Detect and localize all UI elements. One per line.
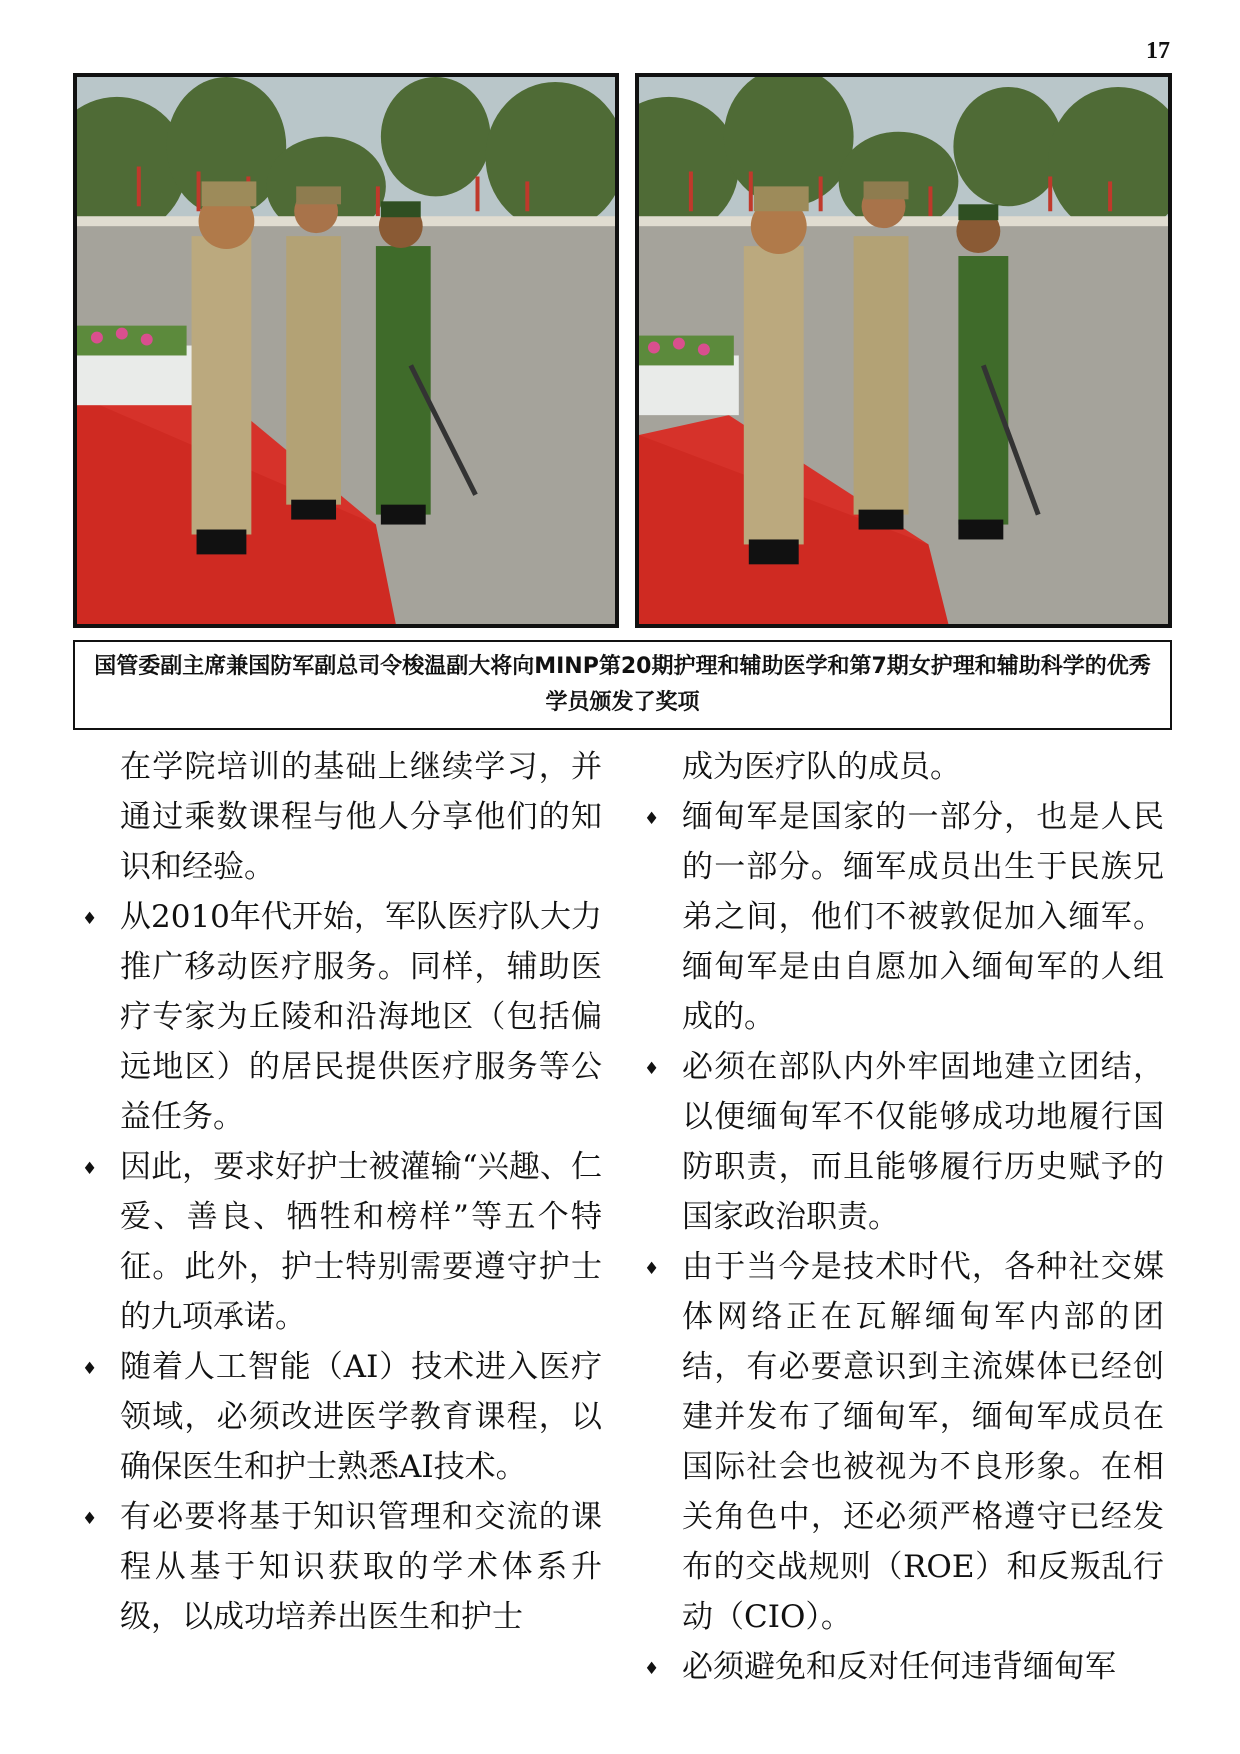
bullet-item [682,1242,1164,1642]
bullet-item-text: ♦ 随着人工智能（AI）技术进入医疗领域，必须改进医学教育课程，以确保医生和护士熟悉AI技术。 [120,1349,602,1485]
paragraph [682,742,1164,792]
paragraph [120,742,602,892]
bullet-item-text: ♦ 必须避免和反对任何违背缅甸军 [682,1649,1116,1685]
bullet-item-text: ♦ 由于当今是技术时代，各种社交媒体网络正在瓦解缅甸军内部的团结，有必要意识到主流媒体已经创建并发布了缅甸军，缅甸军成员在国际社会也被视为不良形象。在相关角色中，还必须严格遵守已经发布的交战规则（ROE）和反叛乱行动（CIO）。 [682,1249,1164,1635]
bullet-item-text: ♦ 必须在部队内外牢固地建立团结，以便缅甸军不仅能够成功地履行国防职责，而且能够履行历史赋予的国家政治职责。 [682,1049,1164,1235]
text-column-right [682,742,1164,1692]
bullet-item [120,1142,602,1342]
bullet-item-text: ♦ 因此，要求好护士被灌输“兴趣、仁爱、善良、牺牲和榜样”等五个特征。此外，护士特别需要遵守护士的九项承诺。 [120,1149,602,1335]
bullet-item-text: ♦ 有必要将基于知识管理和交流的课程从基于知识获取的学术体系升级，以成功培养出医生和护士 [120,1499,602,1635]
text-column-left [120,742,602,1642]
paragraph-text: 成为医疗队的成员。 [682,749,961,785]
bullet-item [682,1642,1164,1692]
photo-caption [73,640,1172,730]
photo-right-award-presentation [635,73,1172,628]
bullet-item [120,892,602,1142]
bullet-item-text: ♦ 从2010年代开始，军队医疗队大力推广移动医疗服务。同样，辅助医疗专家为丘陵和沿海地区（包括偏远地区）的居民提供医疗服务等公益任务。 [120,899,602,1135]
bullet-item [682,1042,1164,1242]
photo-left-award-presentation [73,73,619,628]
bullet-item [120,1492,602,1642]
bullet-item [682,792,1164,1042]
bullet-item [120,1342,602,1492]
photo-caption-text: 国管委副主席兼国防军副总司令梭温副大将向MINP第20期护理和辅助医学和第7期女护理和辅助科学的优秀学员颁发了奖项 [94,654,1151,715]
bullet-item-text: ♦ 缅甸军是国家的一部分，也是人民的一部分。缅军成员出生于民族兄弟之间，他们不被敦促加入缅军。缅甸军是由自愿加入缅甸军的人组成的。 [682,799,1164,1035]
paragraph-text: 在学院培训的基础上继续学习，并通过乘数课程与他人分享他们的知识和经验。 [120,749,602,885]
page-number: 17 [1146,38,1170,64]
